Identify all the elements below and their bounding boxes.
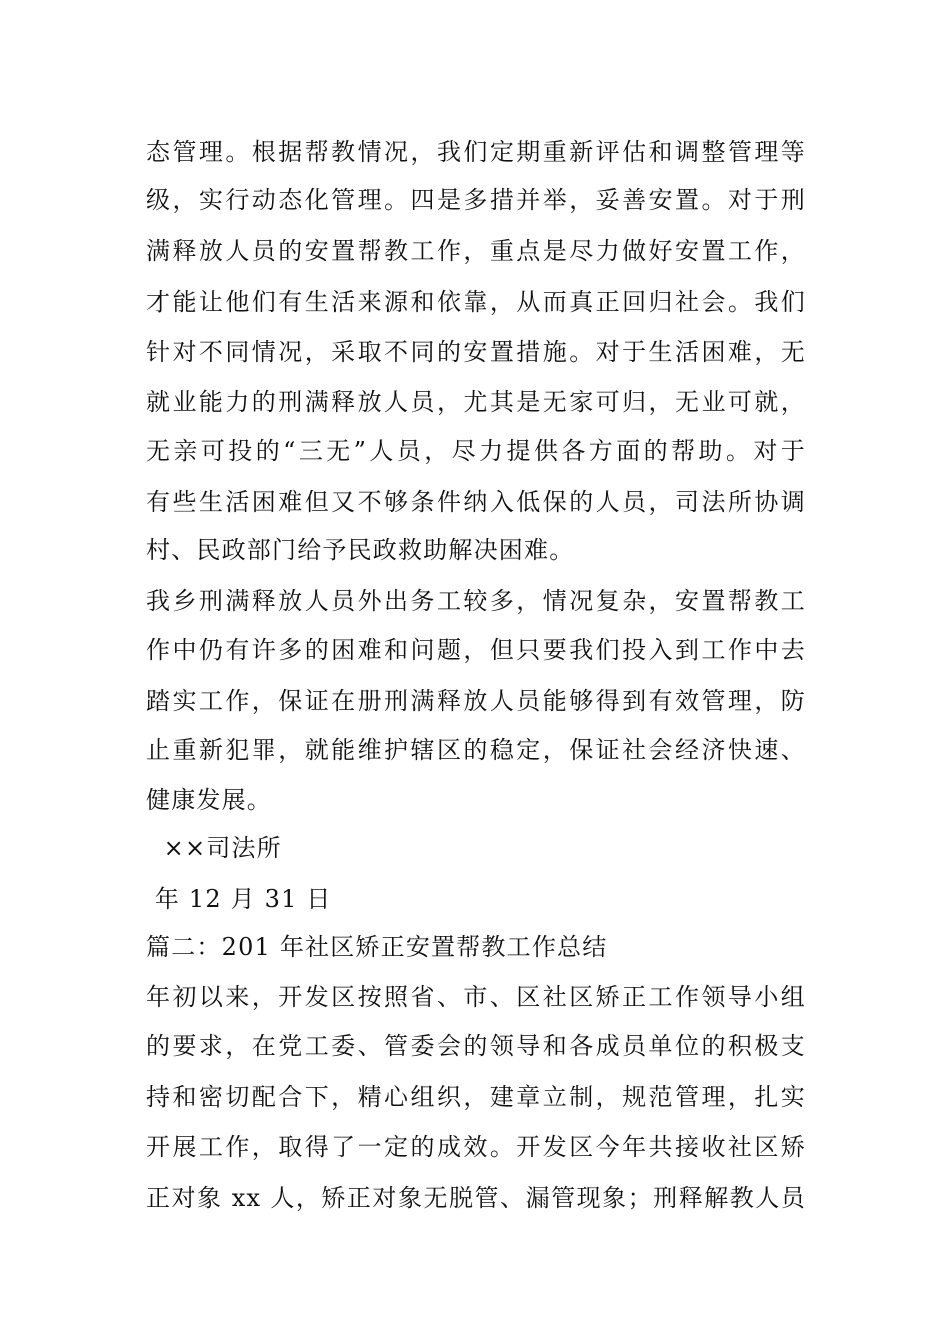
text-line: 满释放人员的安置帮教工作，重点是尽力做好安置工作， [146, 237, 806, 265]
text-line: 持和密切配合下，精心组织，建章立制，规范管理，扎实 [146, 1083, 806, 1111]
text-line: 无亲可投的“三无”人员，尽力提供各方面的帮助。对于 [146, 437, 806, 465]
text-line: 针对不同情况，采取不同的安置措施。对于生活困难，无 [146, 338, 806, 366]
date-line: 年 12 月 31 日 [146, 885, 332, 913]
text-line: 才能让他们有生活来源和依靠，从而真正回归社会。我们 [146, 288, 806, 316]
text-line: 正对象 xx 人，矫正对象无脱管、漏管现象；刑释解教人员 [146, 1184, 806, 1212]
text-line: 有些生活困难但又不够条件纳入低保的人员，司法所协调 [146, 488, 806, 516]
text-line: 年初以来，开发区按照省、市、区社区矫正工作领导小组 [146, 983, 806, 1011]
section-heading: 篇二：201 年社区矫正安置帮教工作总结 [146, 933, 608, 961]
text-line: 止重新犯罪，就能维护辖区的稳定，保证社会经济快速、 [146, 736, 806, 764]
text-line: 级，实行动态化管理。四是多措并举，妥善安置。对于刑 [146, 186, 806, 214]
signature-line: ××司法所 [146, 834, 282, 862]
text-line: 我乡刑满释放人员外出务工较多，情况复杂，安置帮教工 [146, 587, 806, 615]
text-line: 态管理。根据帮教情况，我们定期重新评估和调整管理等 [146, 138, 806, 166]
text-line: 踏实工作，保证在册刑满释放人员能够得到有效管理，防 [146, 687, 806, 715]
text-line: 健康发展。 [146, 786, 272, 814]
text-line: 就业能力的刑满释放人员，尤其是无家可归，无业可就， [146, 388, 806, 416]
text-line: 作中仍有许多的困难和问题，但只要我们投入到工作中去 [146, 636, 806, 664]
text-line: 村、民政部门给予民政救助解决困难。 [146, 536, 575, 564]
text-line: 的要求，在党工委、管委会的领导和各成员单位的积极支 [146, 1032, 806, 1060]
text-line: 开展工作，取得了一定的成效。开发区今年共接收社区矫 [146, 1133, 806, 1161]
